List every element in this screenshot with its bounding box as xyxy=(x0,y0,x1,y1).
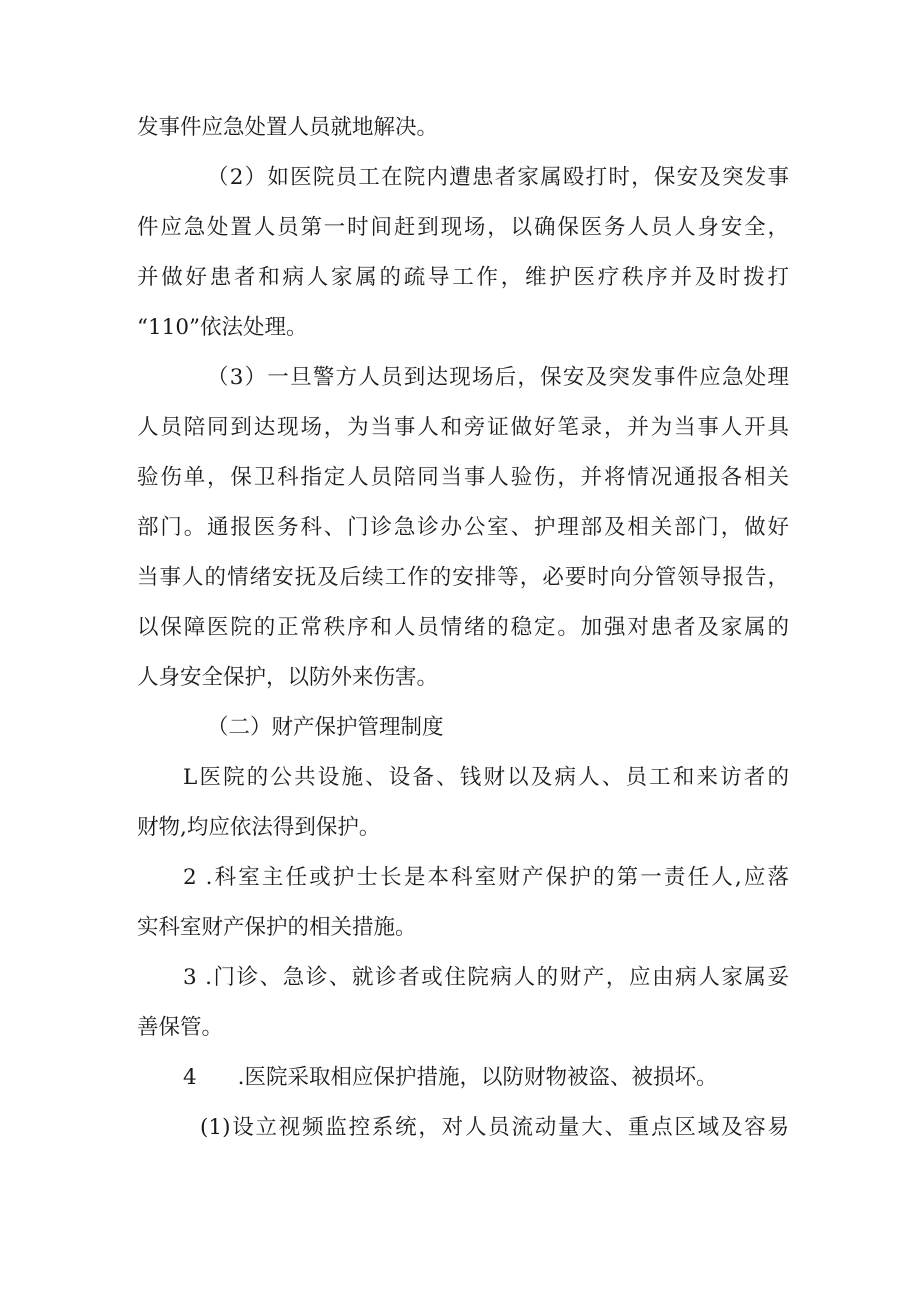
text-line-3: 件应急处置人员第一时间赶到现场，以确保医务人员人身安全， xyxy=(137,215,789,240)
text-line-20: 4 .医院采取相应保护措施，以防财物被盗、被损坏。 xyxy=(183,1065,718,1090)
text-line-19: 善保管。 xyxy=(137,1015,224,1040)
text-line-14: L医院的公共设施、设备、钱财以及病人、员工和来访者的 xyxy=(183,765,789,790)
text-line-1: 发事件应急处置人员就地解决。 xyxy=(137,115,439,140)
text-line-6: （3）一旦警方人员到达现场后，保安及突发事件应急处理 xyxy=(207,365,789,390)
text-line-10: 当事人的情绪安抚及后续工作的安排等，必要时向分管领导报告， xyxy=(137,565,789,590)
text-line-4: 并做好患者和病人家属的疏导工作，维护医疗秩序并及时拨打 xyxy=(137,265,789,290)
text-line-9: 部门。通报医务科、门诊急诊办公室、护理部及相关部门，做好 xyxy=(137,515,789,540)
text-line-5: “110”依法处理。 xyxy=(137,315,308,340)
text-line-11: 以保障医院的正常秩序和人员情绪的稳定。加强对患者及家属的 xyxy=(137,615,789,640)
text-line-7: 人员陪同到达现场，为当事人和旁证做好笔录，并为当事人开具 xyxy=(137,415,789,440)
section-heading: （二）财产保护管理制度 xyxy=(207,715,444,740)
text-line-18: 3 .门诊、急诊、就诊者或住院病人的财产，应由病人家属妥 xyxy=(183,965,789,990)
text-line-16: 2 .科室主任或护士长是本科室财产保护的第一责任人,应落 xyxy=(183,865,789,890)
text-line-15: 财物,均应依法得到保护。 xyxy=(137,815,381,840)
text-line-17: 实科室财产保护的相关措施。 xyxy=(137,915,417,940)
text-line-2: （2）如医院员工在院内遭患者家属殴打时，保安及突发事 xyxy=(207,165,789,190)
text-line-12: 人身安全保护，以防外来伤害。 xyxy=(137,665,439,690)
text-line-8: 验伤单，保卫科指定人员陪同当事人验伤，并将情况通报各相关 xyxy=(137,465,789,490)
text-line-21: (1)设立视频监控系统，对人员流动量大、重点区域及容易 xyxy=(200,1115,789,1140)
